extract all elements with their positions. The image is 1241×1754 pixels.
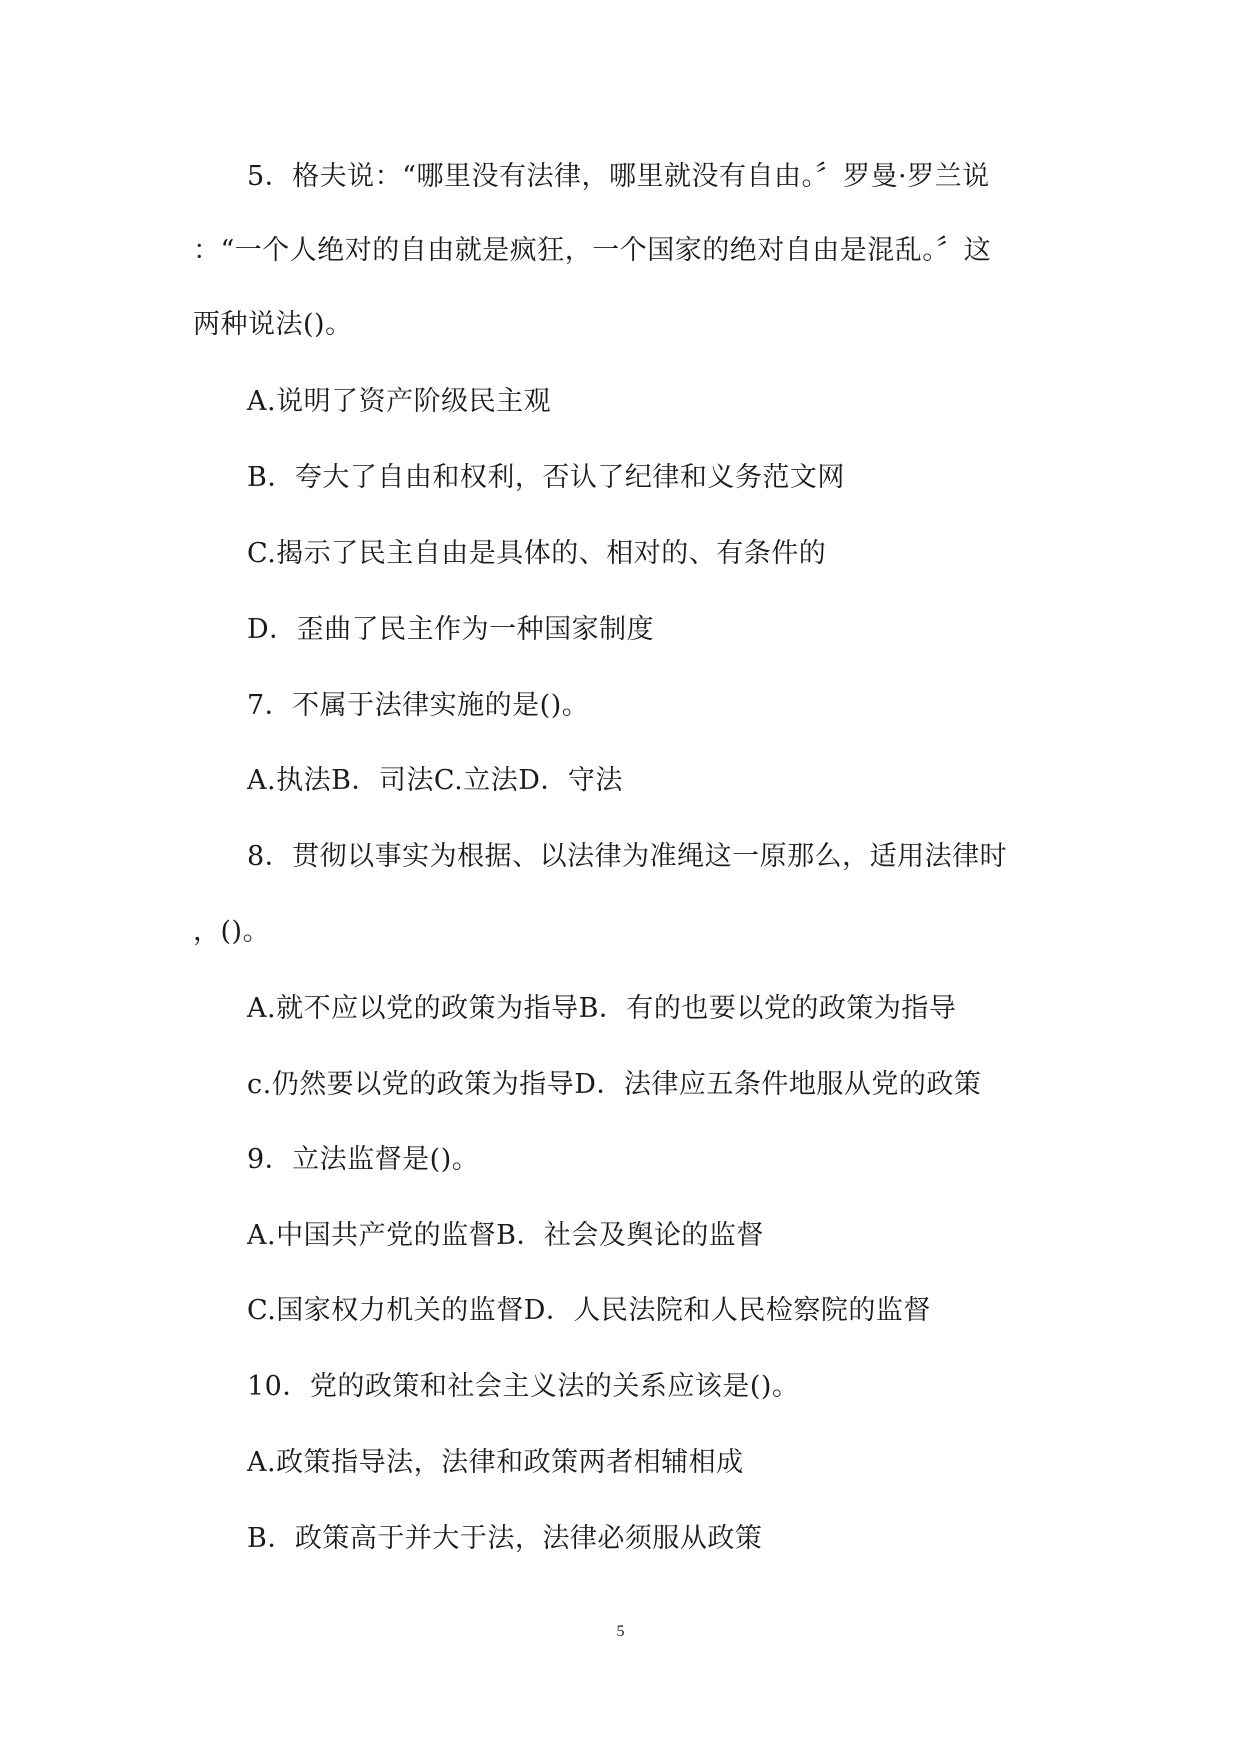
question-8-text-line-1: 8．贯彻以事实为根据、以法律为准绳这一原那么，适用法律时 (247, 841, 1008, 872)
question-10-option-b: B．政策高于并大于法，法律必须服从政策 (247, 1523, 763, 1554)
question-10-option-a: A.政策指导法，法律和政策两者相辅相成 (247, 1447, 744, 1478)
question-5-text-line-3: 两种说法()。 (193, 309, 353, 340)
question-8-options-cd: c.仍然要以党的政策为指导D．法律应五条件地服从党的政策 (247, 1069, 982, 1100)
question-5-option-a: A.说明了资产阶级民主观 (247, 386, 552, 417)
question-8-options-ab: A.就不应以党的政策为指导B．有的也要以党的政策为指导 (247, 993, 957, 1024)
question-9-options-cd: C.国家权力机关的监督D．人民法院和人民检察院的监督 (247, 1295, 931, 1326)
question-5-option-b: B．夸大了自由和权利，否认了纪律和义务范文网 (247, 462, 845, 493)
question-5-option-c: C.揭示了民主自由是具体的、相对的、有条件的 (247, 538, 827, 569)
question-9-text: 9．立法监督是()。 (247, 1144, 480, 1175)
question-8-text-line-2: ，()。 (193, 916, 271, 947)
question-5-text-line-2: ：“一个人绝对的自由就是疯狂，一个国家的绝对自由是混乱。〞这 (193, 235, 992, 266)
question-5-text-line-1: 5．格夫说：“哪里没有法律，哪里就没有自由。〞罗曼·罗兰说 (247, 161, 990, 192)
page-number: 5 (616, 1623, 625, 1640)
question-5-option-d: D．歪曲了民主作为一种国家制度 (247, 614, 655, 645)
question-7-options: A.执法B．司法C.立法D．守法 (247, 765, 623, 796)
question-9-options-ab: A.中国共产党的监督B．社会及舆论的监督 (247, 1220, 764, 1251)
question-7-text: 7．不属于法律实施的是()。 (247, 690, 590, 721)
question-10-text: 10．党的政策和社会主义法的关系应该是()。 (247, 1371, 800, 1402)
